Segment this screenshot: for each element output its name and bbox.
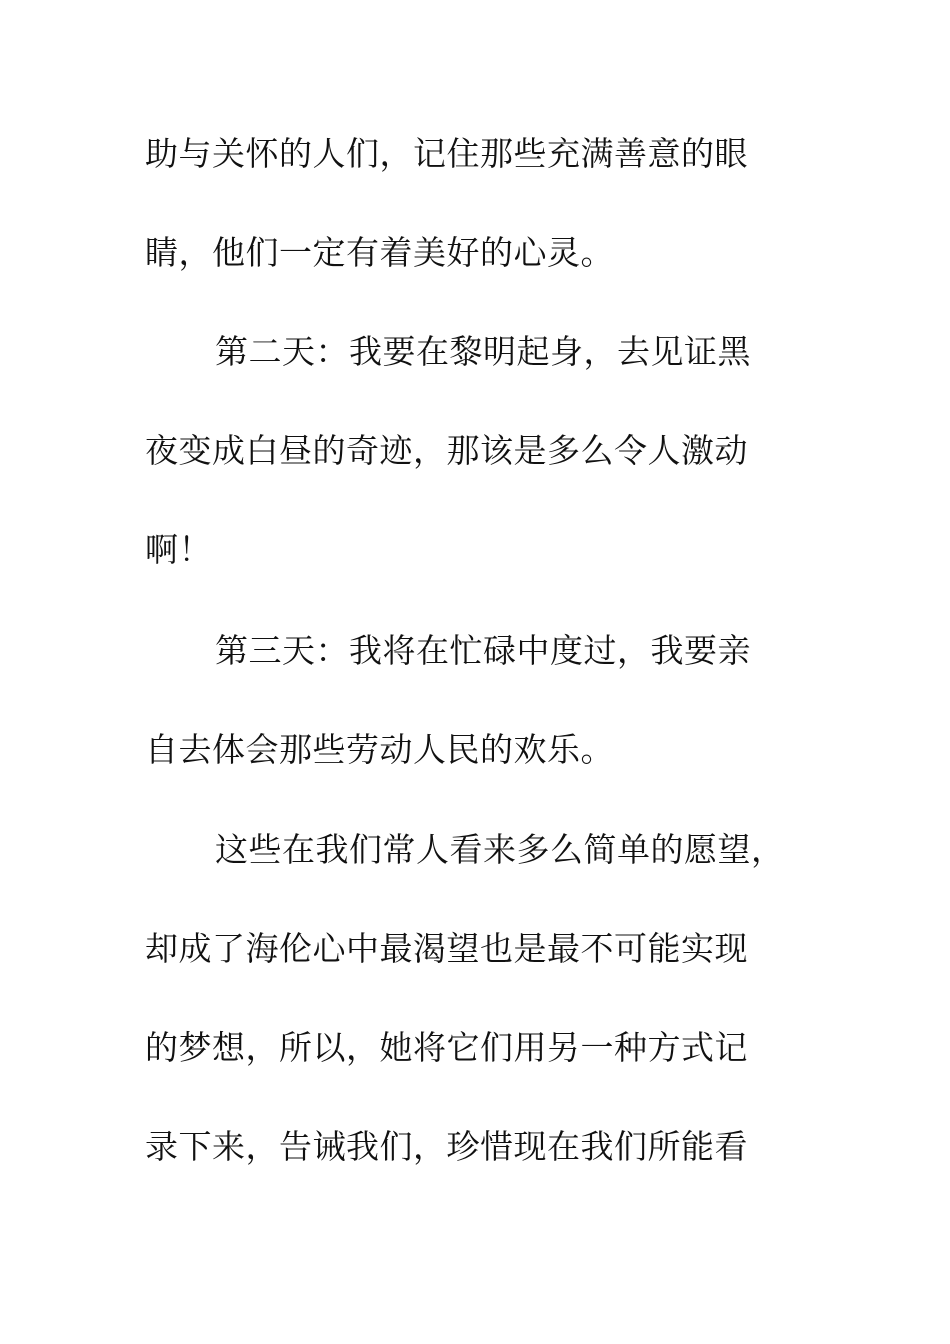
text-line: 啊！ — [145, 530, 212, 569]
text-line: 自去体会那些劳动人民的欢乐。 — [145, 730, 614, 769]
paragraph-start-line: 第三天：我将在忙碌中度过，我要亲 — [215, 631, 751, 670]
text-line: 的梦想，所以，她将它们用另一种方式记 — [145, 1028, 748, 1067]
text-line: 睛，他们一定有着美好的心灵。 — [145, 233, 614, 272]
paragraph-start-line: 这些在我们常人看来多么简单的愿望， — [215, 830, 785, 869]
text-line: 夜变成白昼的奇迹，那该是多么令人激动 — [145, 431, 748, 470]
paragraph-start-line: 第二天：我要在黎明起身，去见证黑 — [215, 332, 751, 371]
text-line: 助与关怀的人们，记住那些充满善意的眼 — [145, 134, 748, 173]
text-line: 却成了海伦心中最渴望也是最不可能实现 — [145, 929, 748, 968]
text-line: 录下来，告诫我们，珍惜现在我们所能看 — [145, 1127, 748, 1166]
